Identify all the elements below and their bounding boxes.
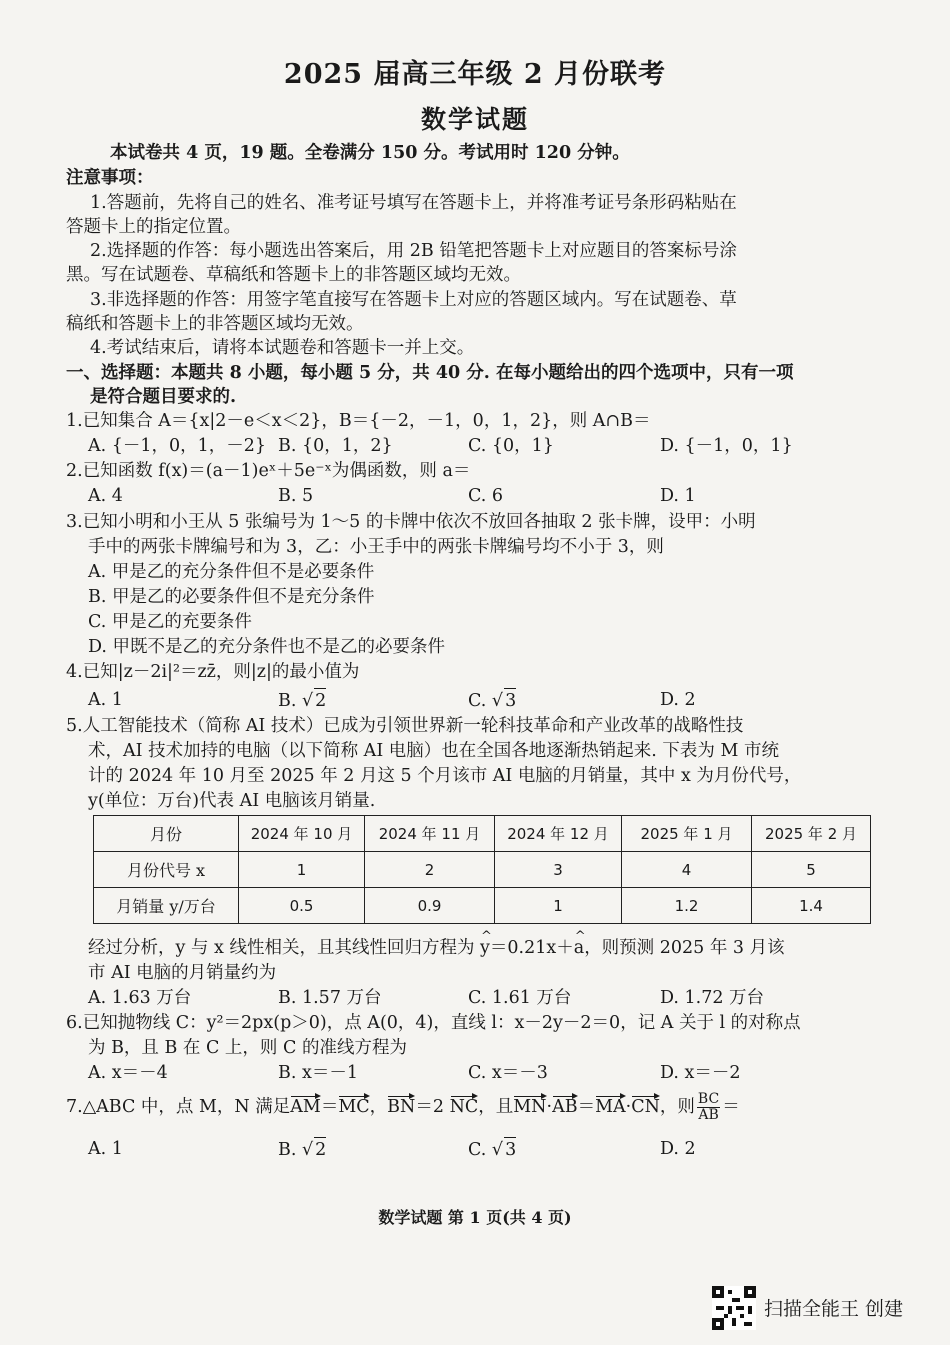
- option-label: B.: [278, 691, 302, 711]
- text: 经过分析，y 与 x 线性相关，且其线性回归方程为: [88, 938, 481, 958]
- notice-line: 答题卡上的指定位置。: [66, 217, 241, 237]
- question-5-stem: 术，AI 技术加持的电脑（以下简称 AI 电脑）也在全国各地逐渐热销起来. 下表为 M 市统: [88, 741, 779, 761]
- qr-code-icon: [712, 1286, 756, 1330]
- table-header-cell: 月份代号 x: [94, 852, 239, 888]
- question-5-stem: 5.人工智能技术（简称 AI 技术）已成为引领世界新一轮科技革命和产业改革的战略性技: [66, 716, 744, 736]
- table-cell: 1.4: [752, 888, 871, 924]
- question-5-option-b: B. 1.57 万台: [278, 988, 382, 1008]
- fraction-numerator: BC: [697, 1091, 720, 1107]
- question-5-option-c: C. 1.61 万台: [468, 988, 572, 1008]
- notice-line: 1.答题前，先将自己的姓名、准考证号填写在答题卡上，并将准考证号条形码粘贴在: [90, 193, 737, 213]
- question-4-option-d: D. 2: [660, 690, 696, 710]
- vector-am: AM: [290, 1093, 321, 1117]
- question-3-stem: 3.已知小明和小王从 5 张编号为 1～5 的卡牌中依次不放回各抽取 2 张卡牌，设甲：小明: [66, 512, 756, 532]
- question-7-option-b: B. √ 2: [278, 1137, 326, 1162]
- question-6-stem: 为 B，且 B 在 C 上，则 C 的准线方程为: [88, 1038, 407, 1058]
- text: 7.△ABC 中，点 M，N 满足: [66, 1097, 291, 1117]
- question-7-option-c: C. √ 3: [468, 1137, 516, 1162]
- text: ·: [625, 1097, 632, 1117]
- table-cell: 1: [239, 852, 365, 888]
- text: ＝2: [415, 1097, 450, 1117]
- question-4-option-b: B. √ 2: [278, 688, 326, 713]
- question-4-option-a: A. 1: [88, 690, 123, 710]
- table-cell: 5: [752, 852, 871, 888]
- question-7-stem: [66, 1092, 740, 1123]
- question-5-option-d: D. 1.72 万台: [660, 988, 765, 1008]
- table-cell: 1: [495, 888, 622, 924]
- table-cell: 4: [622, 852, 752, 888]
- text: ＝: [577, 1097, 596, 1117]
- question-2-stem: 2.已知函数 f(x)＝(a－1)eˣ＋5e⁻ˣ为偶函数，则 a＝: [66, 461, 471, 481]
- question-4-stem: 4.已知|z－2i|²＝zz̄，则|z|的最小值为: [66, 662, 360, 682]
- vector-cn: CN: [631, 1093, 660, 1117]
- intro-line: 本试卷共 4 页，19 题。全卷满分 150 分。考试用时 120 分钟。: [110, 143, 630, 163]
- text: ＝: [320, 1097, 339, 1117]
- notice-line: 稿纸和答题卡上的非答题区域均无效。: [66, 314, 364, 334]
- vector-bn: BN: [387, 1093, 415, 1117]
- text: ，且: [478, 1097, 514, 1117]
- text: ＝: [722, 1097, 740, 1117]
- text: ·: [546, 1097, 553, 1117]
- question-1-option-c: C. {0，1}: [468, 436, 554, 456]
- question-5-regression: 市 AI 电脑的月销量约为: [88, 963, 277, 983]
- question-1-stem: 1.已知集合 A＝{x|2－e＜x＜2}，B＝{－2，－1，0，1，2}，则 A∩B＝: [66, 411, 651, 431]
- question-3-option-d: D. 甲既不是乙的充分条件也不是乙的必要条件: [88, 637, 446, 657]
- question-6-stem: 6.已知抛物线 C：y²＝2px(p＞0)，点 A(0，4)，直线 l：x－2y－2＝0，记 A 关于 l 的对称点: [66, 1013, 801, 1033]
- question-3-stem: 手中的两张卡牌编号和为 3，乙：小王手中的两张卡牌编号均不小于 3，则: [88, 537, 664, 557]
- question-5-option-a: A. 1.63 万台: [88, 988, 192, 1008]
- table-header-cell: 月份: [94, 816, 239, 852]
- table-row: [94, 888, 871, 924]
- table-row: [94, 852, 871, 888]
- option-label: C.: [468, 691, 492, 711]
- radicand: 2: [314, 1137, 326, 1162]
- notice-line: 2.选择题的作答：每小题选出答案后，用 2B 铅笔把答题卡上对应题目的答案标号涂: [90, 241, 737, 261]
- question-6-option-a: A. x＝－4: [88, 1063, 168, 1083]
- text: ，则: [659, 1097, 695, 1117]
- vector-mc: MC: [338, 1093, 369, 1117]
- question-6-option-d: D. x＝－2: [660, 1063, 741, 1083]
- vector-ma: MA: [595, 1093, 626, 1117]
- section-heading: 一、选择题：本题共 8 小题，每小题 5 分，共 40 分. 在每小题给出的四个选项中，只有一项: [66, 363, 794, 383]
- question-3-option-b: B. 甲是乙的必要条件但不是充分条件: [88, 587, 375, 607]
- question-1-option-d: D. {－1，0，1}: [660, 436, 793, 456]
- table-cell: 0.9: [365, 888, 495, 924]
- text: ，则预测 2025 年 3 月该: [584, 938, 785, 958]
- page-footer: 数学试题 第 1 页(共 4 页): [378, 1208, 572, 1227]
- exam-subtitle: 数学试题: [420, 105, 529, 134]
- radicand: 3: [504, 688, 516, 713]
- table-cell: 2024 年 11 月: [365, 816, 495, 852]
- question-7-option-d: D. 2: [660, 1139, 696, 1159]
- notice-line: 3.非选择题的作答：用签字笔直接写在答题卡上对应的答题区域内。写在试题卷、草: [90, 290, 737, 310]
- vector-mn: MN: [513, 1093, 546, 1117]
- vector-ab: AB: [552, 1093, 578, 1117]
- question-5-regression: [88, 936, 785, 960]
- text: ＝0.21x＋: [489, 938, 574, 958]
- table-header-cell: 月销量 y/万台: [94, 888, 239, 924]
- question-4-option-c: C. √ 3: [468, 688, 516, 713]
- table-cell: 2025 年 2 月: [752, 816, 871, 852]
- notice-line: 4.考试结束后，请将本试题卷和答题卡一并上交。: [90, 338, 475, 358]
- question-2-option-b: B. 5: [278, 486, 314, 506]
- fraction-denominator: AB: [698, 1107, 719, 1123]
- question-1-option-a: A. {－1，0，1，－2}: [88, 436, 267, 456]
- table-cell: 2: [365, 852, 495, 888]
- radicand: 3: [504, 1137, 516, 1162]
- question-3-option-a: A. 甲是乙的充分条件但不是必要条件: [88, 562, 375, 582]
- section-heading: 是符合题目要求的.: [90, 387, 237, 407]
- question-2-option-a: A. 4: [88, 486, 123, 506]
- table-cell: 0.5: [239, 888, 365, 924]
- radicand: 2: [314, 688, 326, 713]
- question-6-option-b: B. x＝－1: [278, 1063, 358, 1083]
- fraction-bc-ab: [697, 1092, 720, 1123]
- question-7-option-a: A. 1: [88, 1139, 123, 1159]
- question-5-stem: y(单位：万台)代表 AI 电脑该月销量.: [88, 791, 376, 811]
- text: ，: [369, 1097, 388, 1117]
- table-cell: 3: [495, 852, 622, 888]
- vector-nc: NC: [450, 1093, 479, 1117]
- y-hat: ^ y: [480, 936, 490, 960]
- notice-heading: 注意事项：: [66, 168, 154, 188]
- table-cell: 2024 年 12 月: [495, 816, 622, 852]
- option-label: C.: [468, 1140, 492, 1160]
- question-5-stem: 计的 2024 年 10 月至 2025 年 2 月这 5 个月该市 AI 电脑的月销量，其中 x 为月份代号，: [88, 766, 802, 786]
- question-3-option-c: C. 甲是乙的充要条件: [88, 612, 252, 632]
- table-cell: 2025 年 1 月: [622, 816, 752, 852]
- question-2-option-c: C. 6: [468, 486, 504, 506]
- notice-line: 黑。写在试题卷、草稿纸和答题卡上的非答题区域均无效。: [66, 265, 521, 285]
- sales-table: [93, 815, 871, 924]
- option-label: B.: [278, 1140, 302, 1160]
- table-cell: 2024 年 10 月: [239, 816, 365, 852]
- table-cell: 1.2: [622, 888, 752, 924]
- question-6-option-c: C. x＝－3: [468, 1063, 548, 1083]
- question-1-option-b: B. {0，1，2}: [278, 436, 393, 456]
- a-hat: ^ a: [574, 936, 584, 960]
- table-row: [94, 816, 871, 852]
- question-2-option-d: D. 1: [660, 486, 696, 506]
- scanner-watermark: 扫描全能王 创建: [764, 1298, 904, 1320]
- exam-title: 2025 届高三年级 2 月份联考: [283, 59, 667, 90]
